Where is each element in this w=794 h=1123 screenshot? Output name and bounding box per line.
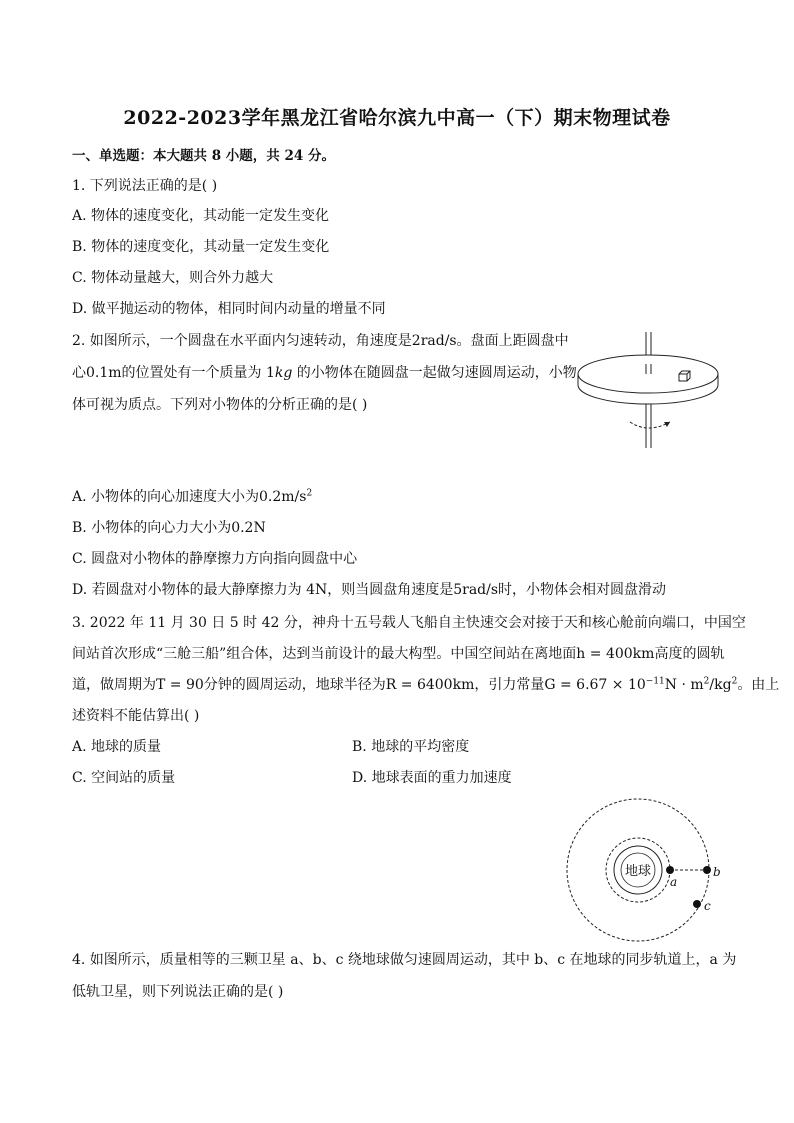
- q2-stem-line3: 体可视为质点。下列对小物体的分析正确的是( ): [72, 397, 368, 413]
- section-heading: 一、单选题：本大题共 8 小题，共 24 分。: [72, 148, 335, 164]
- earth-label: 地球: [624, 864, 652, 879]
- satellite-a-icon: [666, 866, 674, 874]
- q3-exponent: −11: [645, 676, 665, 687]
- q1-option-a: A. 物体的速度变化，其动能一定发生变化: [72, 208, 330, 224]
- q2-stem-line1: 2. 如图所示，一个圆盘在水平面内匀速转动，角速度是2rad/s。盘面上距圆盘中: [72, 333, 569, 349]
- q3-text: /kg: [709, 677, 732, 693]
- satellite-b-icon: [703, 866, 711, 874]
- rotating-disk-figure: [572, 330, 732, 450]
- q1-option-d: D. 做平抛运动的物体，相同时间内动量的增量不同: [72, 301, 386, 317]
- q2-option-b: B. 小物体的向心力大小为0.2N: [72, 520, 266, 536]
- q2-text: 心0.1m的位置处有一个质量为 1: [72, 365, 275, 381]
- q4-stem-line2: 低轨卫星，则下列说法正确的是( ): [72, 984, 284, 1000]
- q3-text: 道，做周期为T = 90分钟的圆周运动，地球半径为R = 6400km，引力常量G = 6.67 × 10: [72, 677, 646, 693]
- satellite-orbit-figure: [564, 798, 744, 946]
- q1-stem: 1. 下列说法正确的是( ): [72, 178, 218, 194]
- rotation-arrow-icon: [630, 422, 670, 428]
- q4-stem-line1: 4. 如图所示，质量相等的三颗卫星 a、b、c 绕地球做匀速圆周运动，其中 b、c 在地球的同步轨道上，a 为: [72, 952, 737, 968]
- satellite-c-icon: [693, 900, 701, 908]
- q3-exponent: 2: [731, 676, 738, 687]
- q3-stem-line2: 间站首次形成“三舱三船”组合体，达到当前设计的最大构型。中国空间站在离地面h = 400km高度的圆轨: [72, 646, 725, 662]
- satellite-b-label: b: [713, 865, 721, 879]
- q3-option-d: D. 地球表面的重力加速度: [352, 770, 512, 786]
- q2-unit: kg: [274, 365, 293, 381]
- q2-option-a-text: A. 小物体的向心加速度大小为0.2m/s: [72, 489, 307, 505]
- page-title: 2022-2023学年黑龙江省哈尔滨九中高一（下）期末物理试卷: [123, 107, 671, 129]
- q3-text: N · m: [664, 677, 704, 693]
- q2-option-d: D. 若圆盘对小物体的最大静摩擦力为 4N，则当圆盘角速度是5rad/s时，小物体会相对圆盘滑动: [72, 582, 667, 598]
- q3-exponent: 2: [703, 676, 710, 687]
- satellite-a-label: a: [670, 875, 678, 889]
- q2-option-c: C. 圆盘对小物体的静摩擦力方向指向圆盘中心: [72, 551, 358, 567]
- q1-option-b: B. 物体的速度变化，其动量一定发生变化: [72, 239, 330, 255]
- q3-option-c: C. 空间站的质量: [72, 770, 176, 786]
- q2-text: 的小物体在随圆盘一起做匀速圆周运动，小物: [292, 365, 577, 381]
- q2-stem-line2: [72, 363, 577, 383]
- q3-stem-line4: 述资料不能估算出( ): [72, 708, 200, 724]
- q3-stem-line1: 3. 2022 年 11 月 30 日 5 时 42 分，神舟十五号载人飞船自主快速交会对接于天和核心舱前向端口，中国空: [72, 615, 746, 631]
- q3-stem-line3: [72, 675, 779, 695]
- q3-option-a: A. 地球的质量: [72, 739, 162, 755]
- q2-option-a: [72, 487, 312, 507]
- satellite-c-label: c: [704, 899, 711, 913]
- q3-text: 。由上: [737, 677, 780, 693]
- q3-option-b: B. 地球的平均密度: [352, 739, 470, 755]
- q2-option-a-exponent: 2: [306, 488, 313, 499]
- q1-option-c: C. 物体动量越大，则合外力越大: [72, 270, 274, 286]
